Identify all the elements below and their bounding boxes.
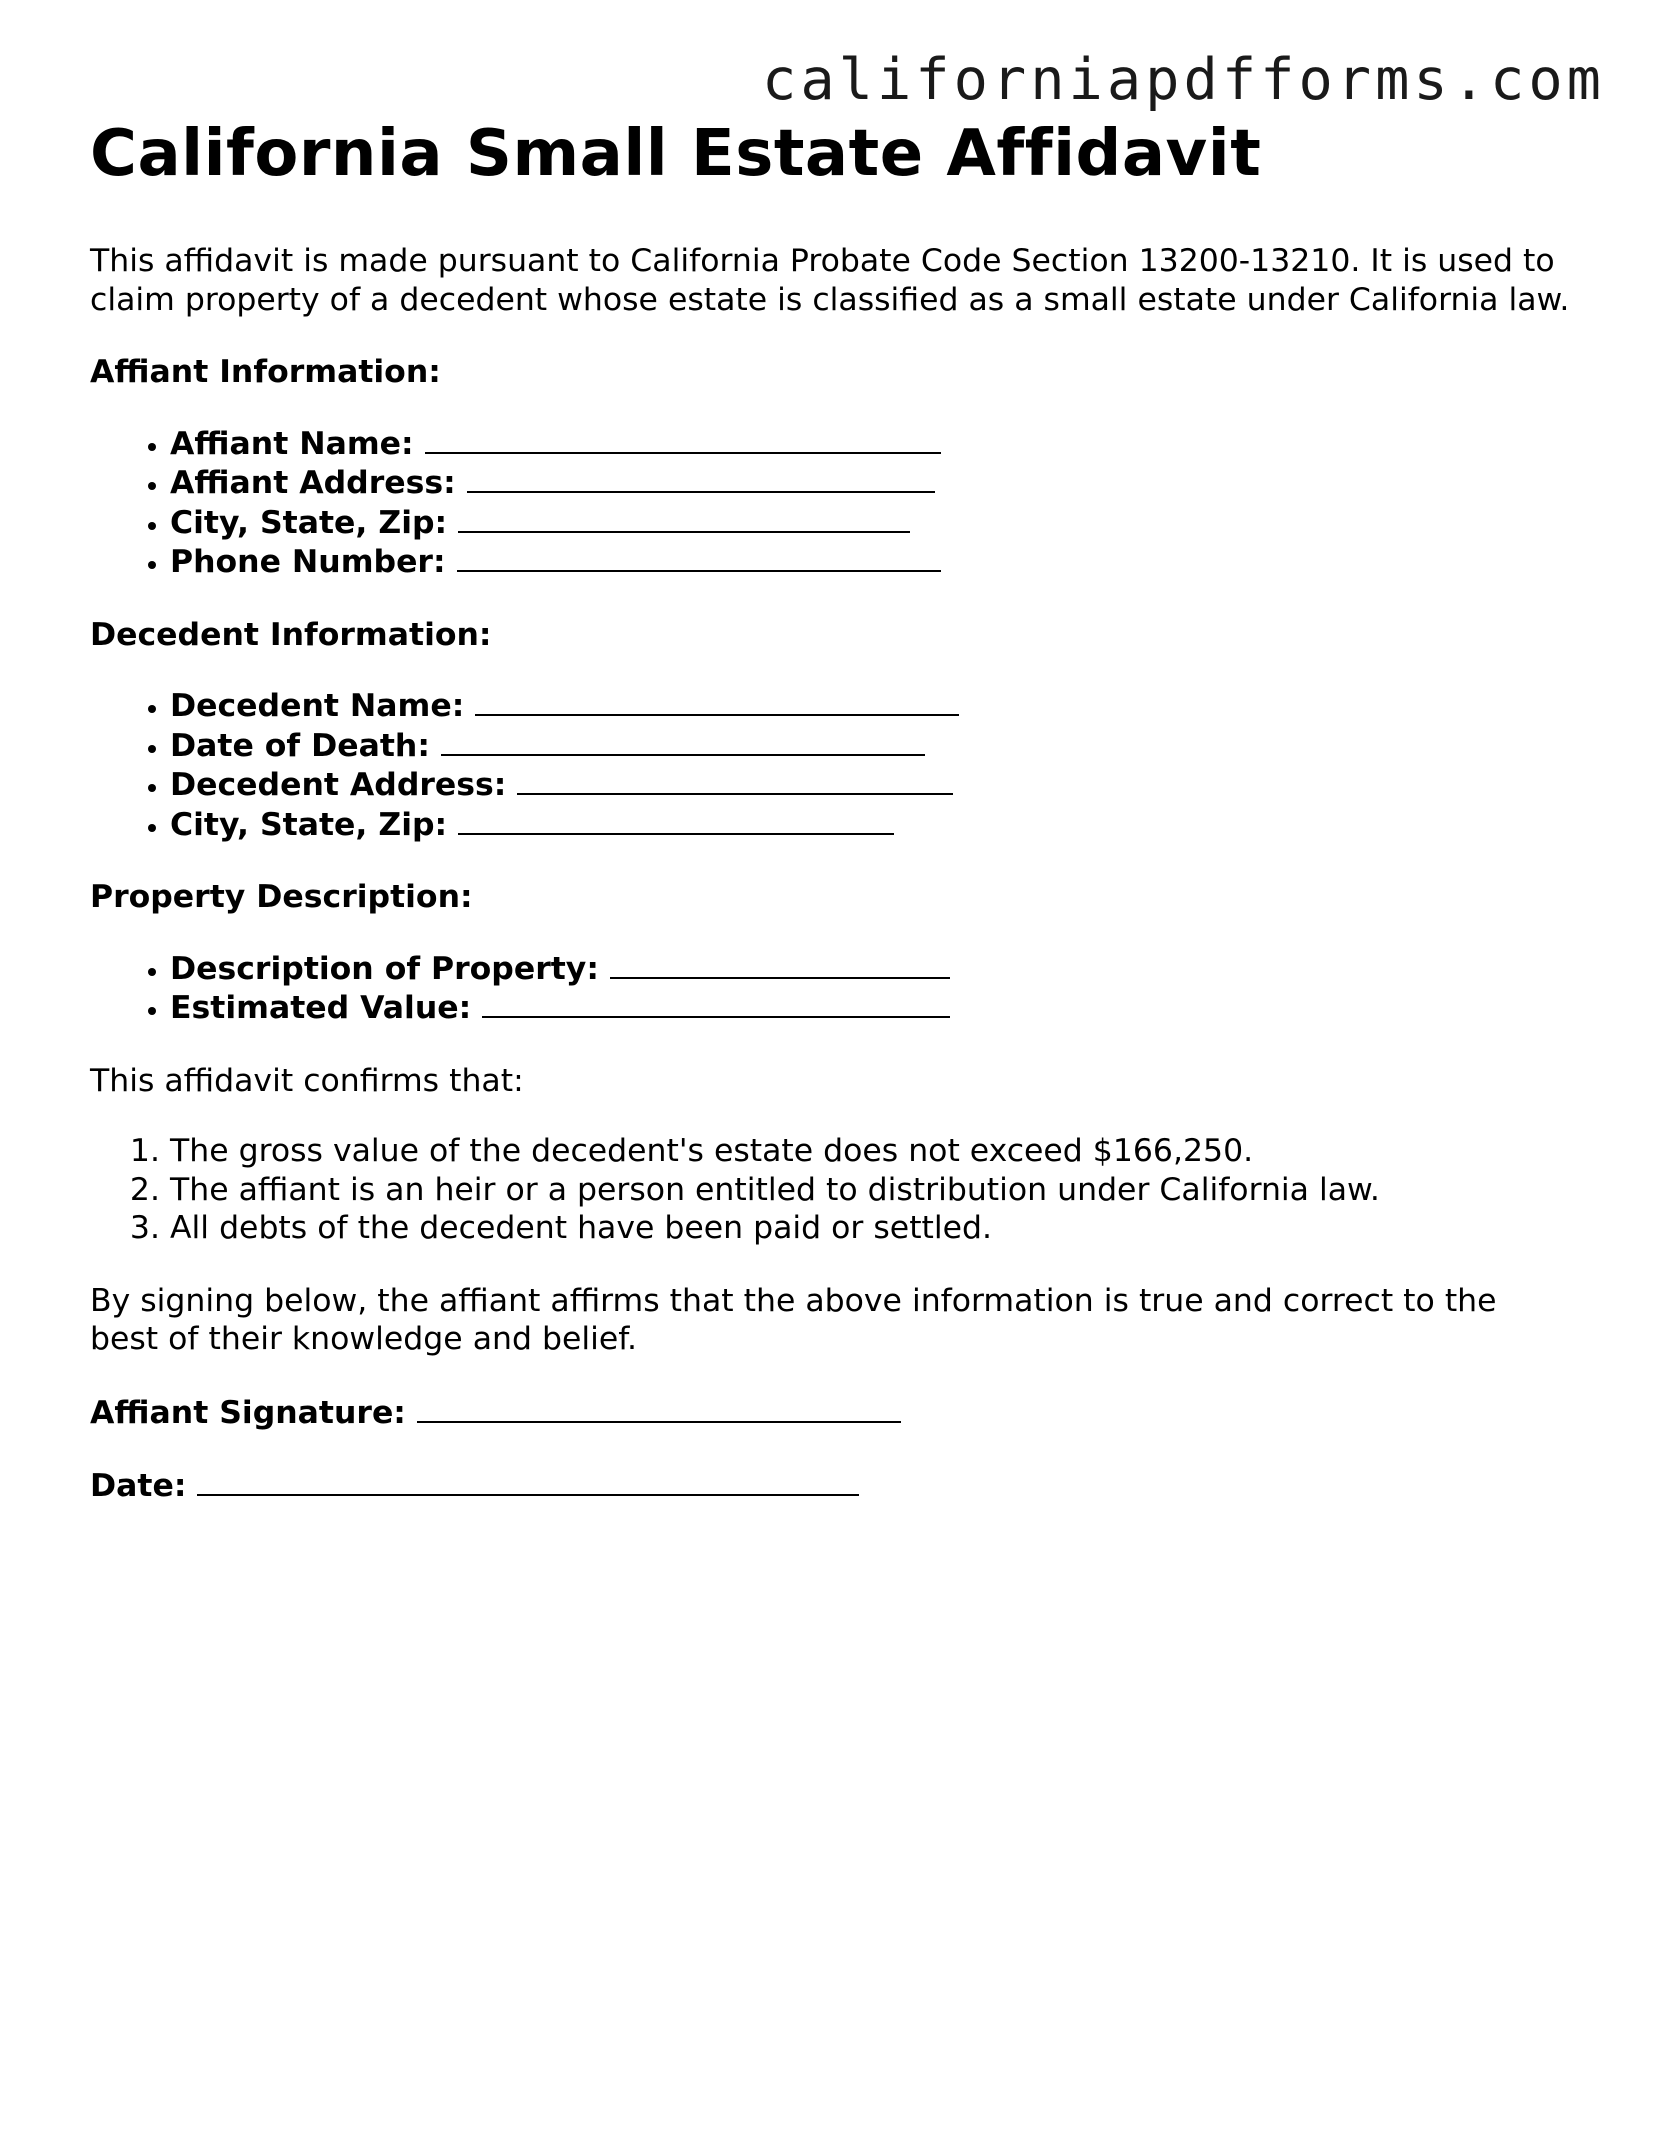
intro-paragraph: This affidavit is made pursuant to California Probate Code Section 13200-13210. It is used to claim property of a decedent whose estate is classified as a small estate under California law. (90, 243, 1570, 318)
affiant-section-heading: Affiant Information: (90, 354, 441, 390)
decedent-address-line[interactable] (517, 765, 953, 795)
signature-line[interactable] (417, 1393, 901, 1423)
decedent-section-heading: Decedent Information: (90, 616, 492, 653)
affirmation-paragraph: By signing below, the affiant affirms that the above information is true and correct to the best of their knowledge and belief. (90, 1282, 1497, 1357)
list-item (170, 542, 1570, 582)
decedent-name-label: Decedent Name: (170, 688, 465, 724)
estimated-value-line[interactable] (482, 988, 950, 1018)
list-item (170, 949, 1570, 989)
list-item (170, 503, 1570, 543)
affiant-address-label: Affiant Address: (170, 465, 456, 501)
list-item: 3. All debts of the decedent have been paid or settled. (170, 1209, 1570, 1248)
property-field-list (90, 949, 1570, 1028)
date-of-death-line[interactable] (441, 726, 925, 756)
decedent-address-label: Decedent Address: (170, 767, 507, 803)
affiant-name-label: Affiant Name: (170, 425, 414, 462)
affiant-address-line[interactable] (467, 463, 935, 493)
list-item (170, 686, 1570, 726)
estimated-value-label: Estimated Value: (170, 990, 472, 1026)
list-item (170, 988, 1570, 1028)
list-item: 2. The affiant is an heir or a person entitled to distribution under California law. (170, 1171, 1570, 1210)
confirm-list (90, 1132, 1570, 1248)
list-item (170, 424, 1570, 464)
affiant-phone-label: Phone Number: (170, 544, 446, 580)
property-description-line[interactable] (610, 949, 950, 979)
list-item (170, 463, 1570, 503)
document-body (90, 118, 1570, 1506)
document-title: California Small Estate Affidavit (90, 117, 1262, 191)
affiant-phone-line[interactable] (457, 542, 941, 572)
property-description-label: Description of Property: (170, 950, 599, 987)
affiant-field-list (90, 424, 1570, 582)
affiant-city-state-zip-label: City, State, Zip: (170, 504, 448, 541)
list-item: 1. The gross value of the decedent's estate does not exceed $166,250. (170, 1132, 1570, 1171)
watermark-text: californiapdfforms.com (762, 47, 1605, 113)
affiant-city-state-zip-line[interactable] (458, 503, 910, 533)
affiant-name-line[interactable] (425, 424, 941, 454)
signature-label: Affiant Signature: (90, 1394, 406, 1431)
decedent-city-state-zip-line[interactable] (458, 805, 894, 835)
date-label: Date: (90, 1468, 187, 1504)
list-item (170, 765, 1570, 805)
date-row (90, 1466, 1570, 1506)
confirm-intro: This affidavit confirms that: (90, 1062, 524, 1099)
date-line[interactable] (197, 1466, 859, 1496)
decedent-city-state-zip-label: City, State, Zip: (170, 806, 448, 843)
list-item (170, 805, 1570, 845)
list-item (170, 726, 1570, 766)
property-section-heading: Property Description: (90, 879, 473, 915)
date-of-death-label: Date of Death: (170, 727, 430, 764)
decedent-name-line[interactable] (475, 686, 959, 716)
decedent-field-list (90, 686, 1570, 844)
signature-row (90, 1393, 1570, 1433)
